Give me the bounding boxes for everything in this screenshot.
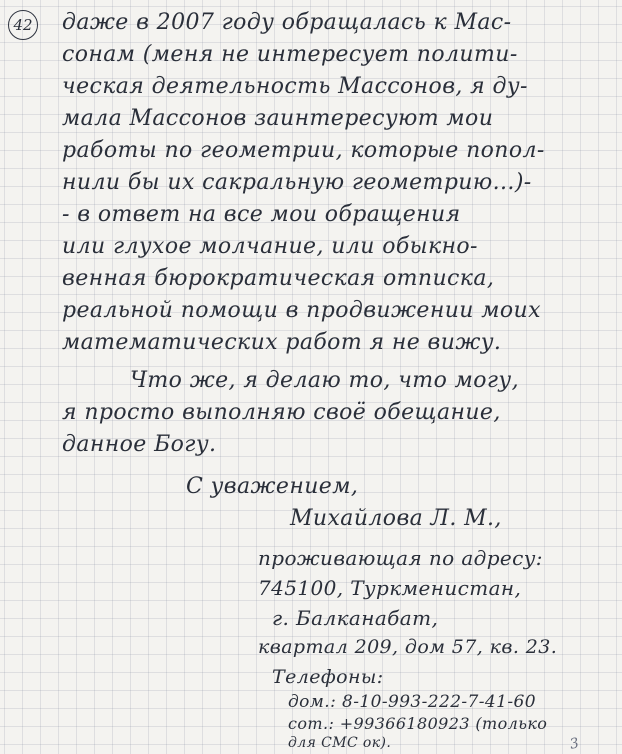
page-number: 42: [8, 10, 38, 40]
body-line-2: сонам (меня не интересует полити-: [62, 42, 518, 67]
body-line-8: или глухое молчание, или обыкно-: [62, 234, 478, 259]
phone-mobile: сот.: +99366180923 (только: [288, 714, 548, 733]
body-line-1: даже в 2007 году обращалась к Мас-: [62, 10, 512, 35]
body-line-5: работы по геометрии, которые попол-: [62, 138, 545, 163]
address-line-2: 745100, Туркменистан,: [258, 576, 522, 600]
body-line-10: реальной помощи в продвижении моих: [62, 298, 541, 323]
corner-mark: 3: [568, 735, 581, 753]
body-line-7: - в ответ на все мои обращения: [62, 202, 461, 227]
phone-note: для СМС ок).: [288, 735, 392, 751]
phones-label: Телефоны:: [272, 666, 384, 688]
body-line-4: мала Массонов заинтересуют мои: [62, 106, 494, 131]
closing-line-3: данное Богу.: [62, 432, 217, 457]
body-line-3: ческая деятельность Массонов, я ду-: [62, 74, 528, 99]
phone-home: дом.: 8-10-993-222-7-41-60: [288, 692, 536, 712]
address-line-1: проживающая по адресу:: [258, 546, 543, 570]
closing-line-2: я просто выполняю своё обещание,: [62, 400, 501, 425]
body-line-11: математических работ я не вижу.: [62, 330, 502, 355]
signer-name: Михайлова Л. М.,: [290, 506, 502, 531]
body-line-9: венная бюрократическая отписка,: [62, 266, 495, 291]
closing-line-1: Что же, я делаю то, что могу,: [130, 368, 519, 393]
address-line-3: г. Балканабат,: [272, 606, 439, 630]
salutation: С уважением,: [186, 474, 359, 499]
address-line-4: квартал 209, дом 57, кв. 23.: [258, 636, 558, 658]
body-line-6: нили бы их сакральную геометрию...)-: [62, 170, 532, 195]
